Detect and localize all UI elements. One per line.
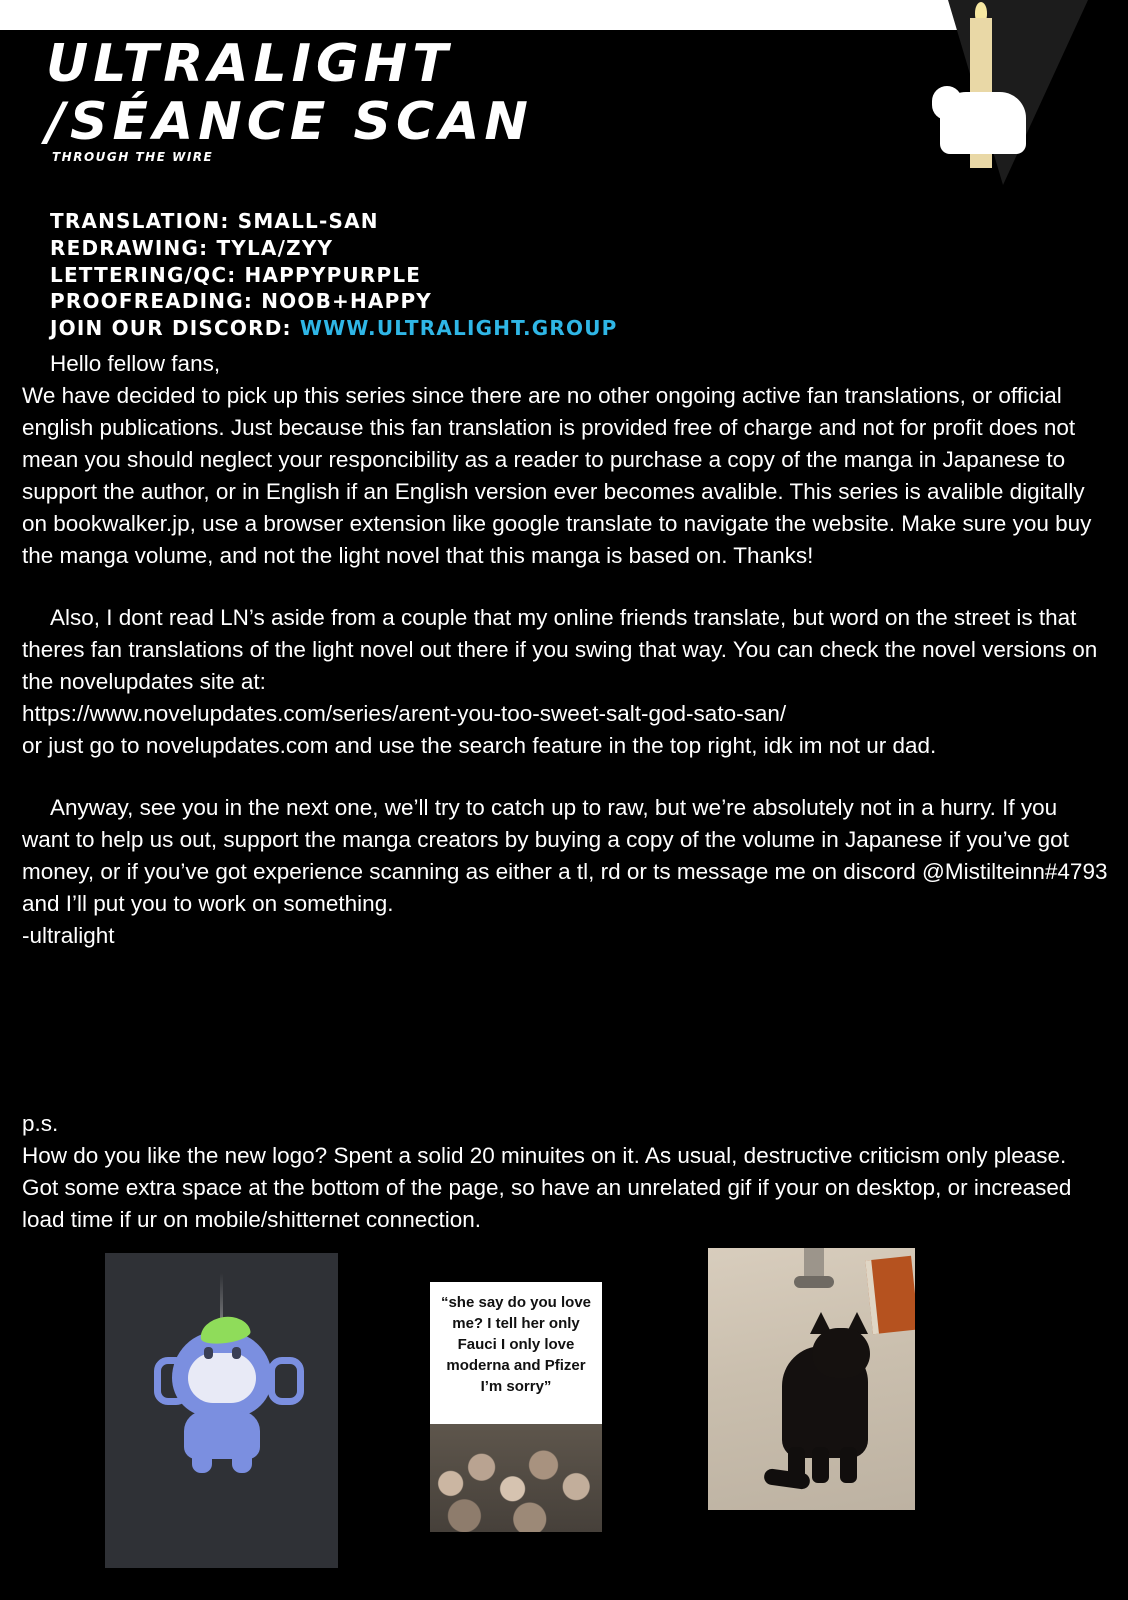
table-foot <box>794 1276 834 1288</box>
credits-block <box>50 208 618 342</box>
novelupdates-url[interactable]: https://www.novelupdates.com/series/arent-you-too-sweet-salt-god-sato-san/ <box>22 701 787 726</box>
meme-photo <box>430 1424 602 1532</box>
hand-icon <box>940 92 1026 154</box>
wumpus-eye-right <box>232 1347 241 1359</box>
discord-link[interactable]: WWW.ULTRALIGHT.GROUP <box>299 316 618 341</box>
media-row <box>0 1248 1128 1568</box>
cat-leg-2 <box>812 1447 829 1483</box>
fauci-meme-image <box>430 1282 602 1532</box>
wumpus-face <box>188 1353 256 1403</box>
wumpus-leg-right <box>232 1451 252 1473</box>
black-cat-photo <box>708 1248 915 1510</box>
signature: -ultralight <box>22 923 115 948</box>
ps-label: p.s. <box>22 1111 59 1136</box>
credit-translation: TRANSLATION: SMALL-SAN <box>50 209 379 233</box>
ps-text: How do you like the new logo? Spent a solid 20 minuites on it. As usual, destructive criticism only please. Got some extra space at the bottom of the page, so have an unrelated gif if your on desktop, or increased load time if ur on mobile/shitternet connection. <box>22 1143 1072 1232</box>
credit-proofreading: PROOFREADING: NOOB+HAPPY <box>50 289 432 314</box>
credit-redrawing: REDRAWING: TYLA/ZYY <box>50 235 334 260</box>
wumpus-leg-left <box>192 1451 212 1473</box>
smoke-wisp <box>220 1273 223 1321</box>
wumpus-ear-right <box>268 1357 304 1405</box>
wumpus-icon <box>162 1331 282 1461</box>
discord-wumpus-gif <box>105 1253 338 1568</box>
logo-line-2: /SÉANCE SCAN <box>46 92 533 152</box>
credit-discord-line <box>50 315 618 342</box>
paragraph-2 <box>22 602 1108 698</box>
logo-subtitle: THROUGH THE WIRE <box>52 150 214 164</box>
paragraph-2b: or just go to novelupdates.com and use the search feature in the top right, idk im not ur dad. <box>22 733 937 758</box>
discord-label: JOIN OUR DISCORD: <box>50 316 292 341</box>
cat-leg-1 <box>788 1447 805 1483</box>
logo-line-1: ULTRALIGHT <box>46 34 453 94</box>
cat-icon <box>768 1318 886 1493</box>
paragraph-3-text: Anyway, see you in the next one, we’ll try to catch up to raw, but we’re absolutely not in a hurry. If you want to help us out, support the manga creators by buying a copy of the volume in Japanese if you’ve got money, or if you’ve got experience scanning as either a tl, rd or ts message me on discord @Mistilteinn#4793 and I’ll put you to work on something. <box>22 795 1108 916</box>
meme-caption <box>430 1282 602 1424</box>
meme-caption-line-2: me? I tell her only <box>452 1315 580 1332</box>
paragraph-2-text: Also, I dont read LN’s aside from a couple that my online friends translate, but word on the street is that theres fan translations of the light novel out there if you swing that way. You can check the novel versions on the novelupdates site at: <box>22 605 1098 694</box>
meme-caption-line-5: I’m sorry” <box>480 1378 552 1395</box>
cat-head <box>812 1328 870 1378</box>
meme-caption-line-3: Fauci I only love <box>457 1336 575 1353</box>
meme-caption-line-1: “she say do you love <box>440 1294 592 1311</box>
greeting-text: Hello fellow fans, <box>50 351 221 376</box>
paragraph-3 <box>22 792 1108 920</box>
page-title <box>46 34 946 164</box>
postscript-block <box>22 1108 1108 1236</box>
paragraph-1: We have decided to pick up this series since there are no other ongoing active fan translations, or official english publications. Just because this fan translation is provided free of charge and not for profit does not mean you should neglect your responcibility as a reader to purchase a copy of the manga in Japanese to support the author, or in English if an English version ever becomes avalible. This series is avalible digitally on bookwalker.jp, use a browser extension like google translate to navigate the website. Make sure you buy the manga volume, and not the light novel that this manga is based on. Thanks! <box>22 383 1092 568</box>
body-text <box>22 348 1108 952</box>
cat-leg-3 <box>840 1447 857 1483</box>
meme-caption-line-4: moderna and Pfizer <box>446 1357 586 1374</box>
greeting-paragraph <box>22 348 1108 380</box>
credit-lettering: LETTERING/QC: HAPPYPURPLE <box>50 262 422 287</box>
wumpus-eye-left <box>204 1347 213 1359</box>
header-white-strip <box>0 0 978 30</box>
